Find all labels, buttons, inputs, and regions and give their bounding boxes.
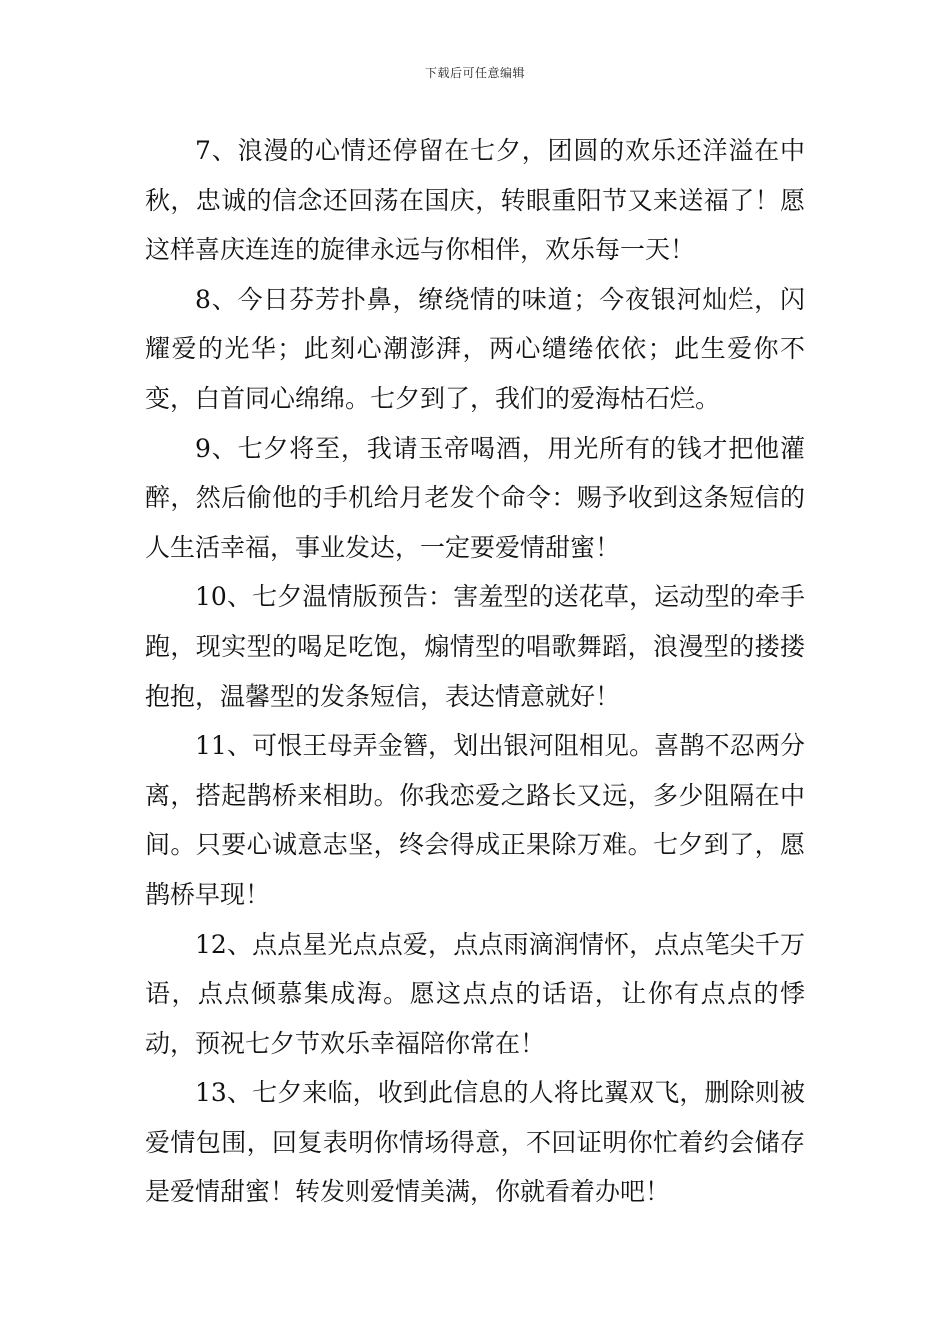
paragraph-13: 13、七夕来临，收到此信息的人将比翼双飞，删除则被爱情包围，回复表明你情场得意，不回证明你忙着约会储存是爱情甜蜜！转发则爱情美满，你就看着办吧！ bbox=[145, 1078, 805, 1207]
paragraph-10: 10、七夕温情版预告：害羞型的送花草，运动型的牵手跑，现实型的喝足吃饱，煽情型的唱歌舞蹈，浪漫型的搂搂抱抱，温馨型的发条短信，表达情意就好！ bbox=[145, 582, 805, 711]
paragraph-8: 8、今日芬芳扑鼻，缭绕情的味道；今夜银河灿烂，闪耀爱的光华；此刻心潮澎湃，两心缱绻依依；此生爱你不变，白首同心绵绵。七夕到了，我们的爱海枯石烂。 bbox=[145, 284, 805, 413]
paragraph-12: 12、点点星光点点爱，点点雨滴润情怀，点点笔尖千万语，点点倾慕集成海。愿这点点的话语，让你有点点的悸动，预祝七夕节欢乐幸福陪你常在！ bbox=[145, 929, 805, 1058]
paragraph-11: 11、可恨王母弄金簪，划出银河阻相见。喜鹊不忍两分离，搭起鹊桥来相助。你我恋爱之路长又远，多少阻隔在中间。只要心诚意志坚，终会得成正果除万难。七夕到了，愿鹊桥早现！ bbox=[145, 731, 805, 909]
page-header: 下载后可任意编辑 bbox=[424, 66, 525, 80]
paragraph-7: 7、浪漫的心情还停留在七夕，团圆的欢乐还洋溢在中秋，忠诚的信念还回荡在国庆，转眼重阳节又来送福了！愿这样喜庆连连的旋律永远与你相伴，欢乐每一天！ bbox=[145, 136, 805, 265]
document-body bbox=[145, 126, 805, 1217]
paragraph-9: 9、七夕将至，我请玉帝喝酒，用光所有的钱才把他灌醉，然后偷他的手机给月老发个命令：赐予收到这条短信的人生活幸福，事业发达，一定要爱情甜蜜！ bbox=[145, 433, 805, 562]
